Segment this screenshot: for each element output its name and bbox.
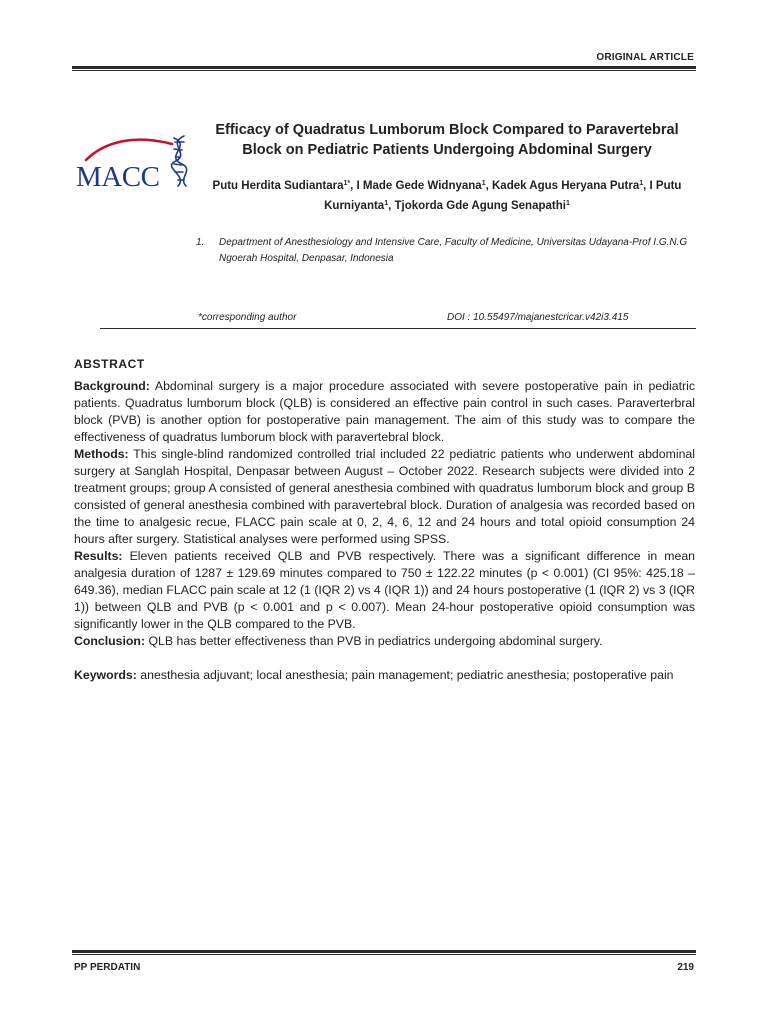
affiliation-text: Department of Anesthesiology and Intensive Care, Faculty of Medicine, Universitas Udayana-Prof I.G.N.G Ngoerah Hospital, Denpasar, Indonesia <box>219 237 688 264</box>
doi: DOI : 10.55497/majanestcricar.v42i3.415 <box>447 312 629 323</box>
author-name: Putu Herdita Sudiantara <box>212 180 344 192</box>
corresponding-author-note: *corresponding author <box>198 312 297 323</box>
author-affiliation-marker: 1 <box>565 200 570 207</box>
keywords-label: Keywords: <box>74 668 137 682</box>
author-separator: , <box>485 180 492 192</box>
author-affiliation-marker: 1 <box>481 180 486 187</box>
affiliation <box>196 235 698 267</box>
author-affiliation-marker: 1* <box>343 180 351 187</box>
methods-text: This single-blind randomized controlled trial included 22 pediatric patients who underwent abdominal surgery at Sanglah Hospital, Denpasar between August – October 2022. Research subjects were divided into 2 treatment groups; group A consisted of general anesthesia combined with quadratus lumborum block and group B consisted of general anesthesia combined with paravertebral block. Duration of analgesia was recorded based on the time to analgesic recue, FLACC pain scale at 0, 2, 4, 6, 12 and 24 hours and total opioid consumption 24 hours after surgery. Statistical analyses were performed using SPSS. <box>74 447 695 546</box>
results-label: Results: <box>74 549 123 563</box>
conclusion-text: QLB has better effectiveness than PVB in pediatrics undergoing abdominal surgery. <box>148 634 603 648</box>
author-name: I Made Gede Widnyana <box>356 180 482 192</box>
bottom-divider-thin <box>72 954 696 955</box>
methods-label: Methods: <box>74 447 129 461</box>
logo-text: MACC <box>76 161 160 192</box>
footer-journal: PP PERDATIN <box>74 962 141 973</box>
author-name: Tjokorda Gde Agung Senapathi <box>394 200 566 212</box>
author-affiliation-marker: 1 <box>384 200 389 207</box>
affiliation-number: 1. <box>196 237 205 248</box>
logo-swoosh <box>86 140 172 160</box>
abstract-body <box>74 378 695 650</box>
author-list <box>196 175 698 215</box>
author-affiliation-marker: 1 <box>639 180 644 187</box>
abstract-heading: ABSTRACT <box>74 357 145 371</box>
results-text: Eleven patients received QLB and PVB respectively. There was a significant difference in mean analgesia duration of 1287 ± 129.69 minutes compared to 750 ± 122.22 minutes (p < 0.001) (CI 95%: 425.18 – 649.36), median FLACC pain scale at 12 (1 (IQR 2) vs 4 (IQR 1)) and 24 hours postoperative (1 (IQR 2) vs 3 (IQR 1)) between QLB and PVB (p < 0.001 and p < 0.007). Mean 24-hour postoperative opioid consumption was significantly lower in the QLB compared to the PVB. <box>74 549 695 631</box>
author-separator: , <box>643 180 650 192</box>
abstract <box>74 356 695 684</box>
page-number: 219 <box>677 962 694 973</box>
author-separator: , <box>388 200 395 212</box>
author-separator: , <box>350 180 357 192</box>
author-name: Kadek Agus Heryana Putra <box>492 180 640 192</box>
top-divider-thin <box>72 70 696 71</box>
background-text: Abdominal surgery is a major procedure associated with severe postoperative pain in pediatric patients. Quadratus lumborum block (QLB) is considered an effective pain control in such cases. Paraverterbral block (PVB) is another option for postoperative pain management. The aim of this study was to compare the effectiveness of quadratus lumborum block with paravertebral block. <box>74 379 695 444</box>
top-divider <box>72 66 696 69</box>
macc-logo <box>74 130 202 192</box>
keywords-text: anesthesia adjuvant; local anesthesia; pain management; pediatric anesthesia; postoperative pain <box>140 668 674 682</box>
section-label: ORIGINAL ARTICLE <box>596 52 694 63</box>
author-name: I Putu Kurniyanta <box>324 180 682 212</box>
article-title: Efficacy of Quadratus Lumborum Block Compared to Paravertebral Block on Pediatric Patients Undergoing Abdominal Surgery <box>215 122 679 158</box>
keywords <box>74 667 695 684</box>
dna-helix-icon <box>172 136 187 186</box>
header-divider <box>100 328 696 329</box>
conclusion-label: Conclusion: <box>74 634 146 648</box>
bottom-divider <box>72 950 696 953</box>
background-label: Background: <box>74 379 150 393</box>
